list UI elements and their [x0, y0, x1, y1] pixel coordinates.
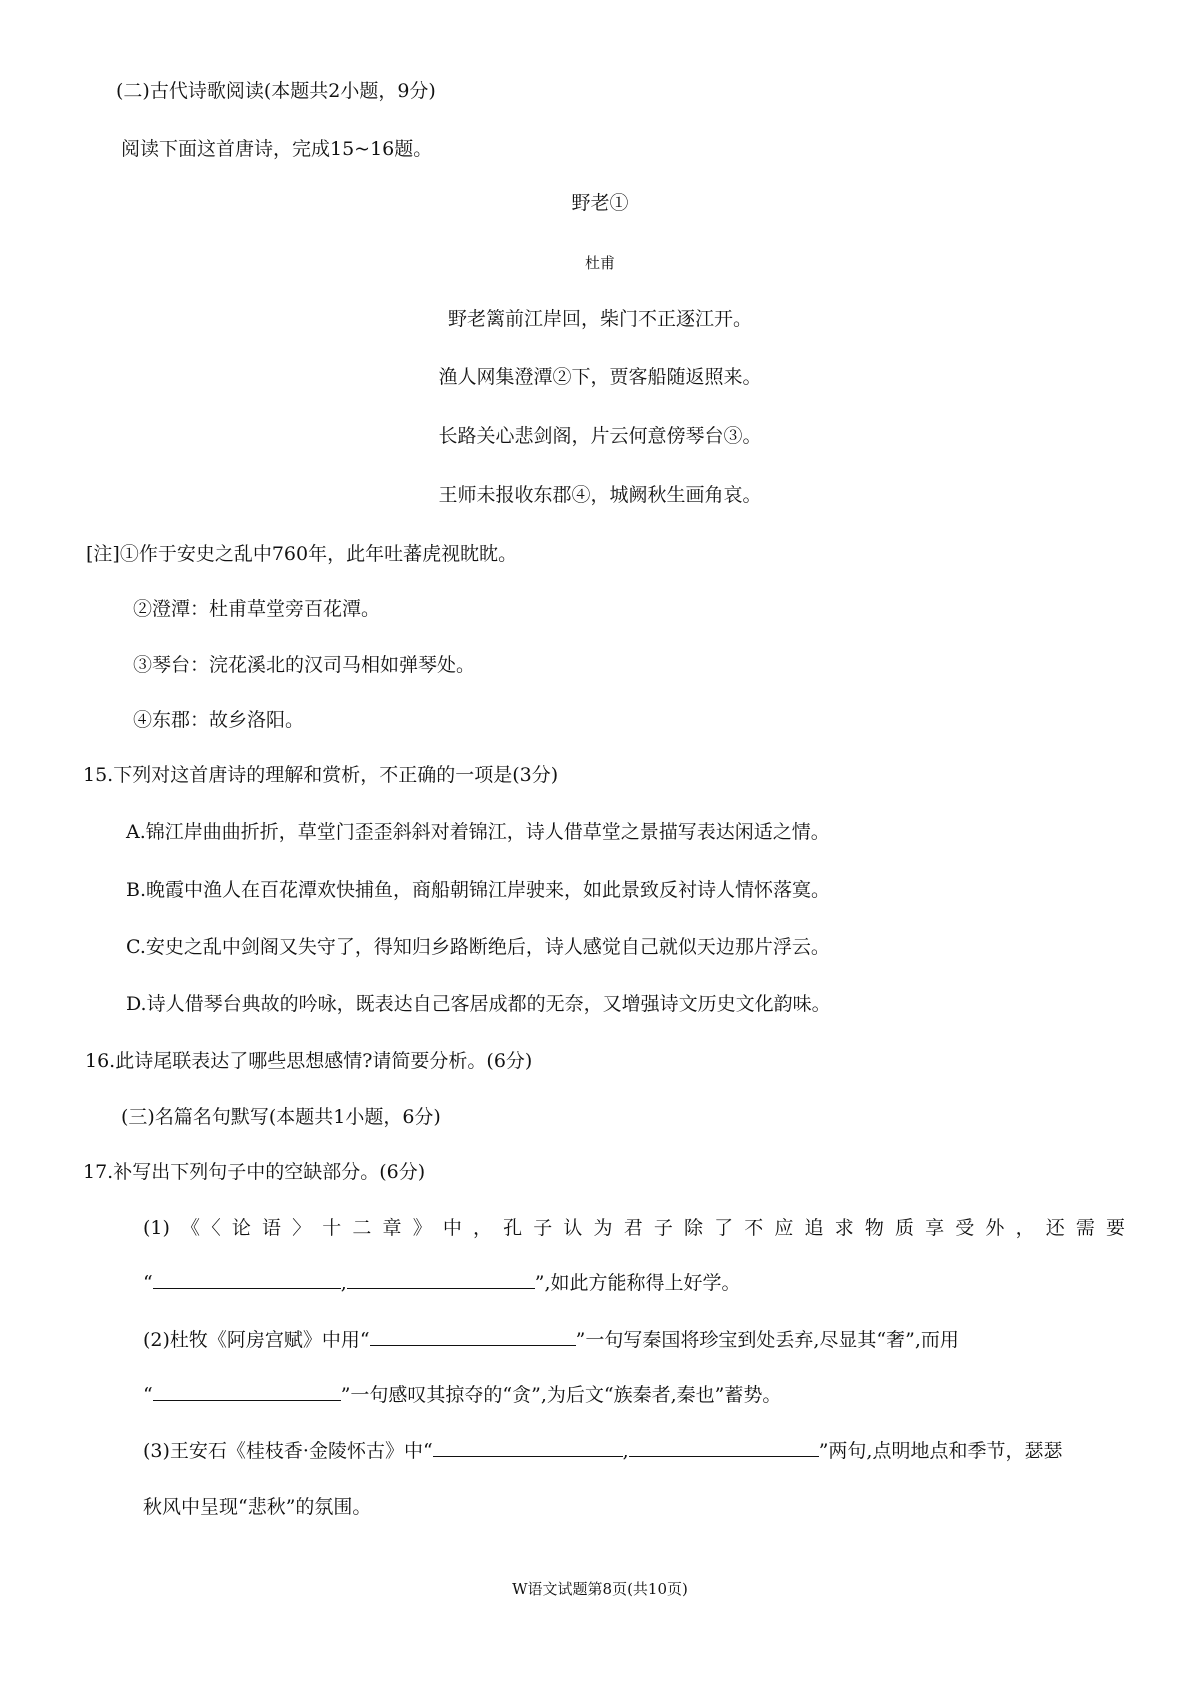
answer-blank-6[interactable]: [629, 1438, 819, 1457]
question-15-option-b: B.晚霞中渔人在百花潭欢快捕鱼，商船朝锦江岸驶来，如此景致反衬诗人情怀落寞。: [126, 879, 831, 901]
question-15-option-d: D.诗人借琴台典故的吟咏，既表达自己客居成都的无奈，又增强诗文历史文化韵味。: [126, 993, 831, 1015]
comma: ,: [340, 1272, 347, 1294]
question-15-stem: 15.下列对这首唐诗的理解和赏析，不正确的一项是(3分): [83, 764, 559, 786]
reading-instruction: 阅读下面这首唐诗，完成15~16题。: [121, 138, 433, 160]
poem-author: 杜甫: [584, 254, 615, 272]
item-3-start: (3)王安石《桂枝香·金陵怀古》中“: [143, 1440, 433, 1462]
question-15-option-a: A.锦江岸曲曲折折，草堂门歪歪斜斜对着锦江，诗人借草堂之景描写表达闲适之情。: [126, 821, 830, 843]
question-16-stem: 16.此诗尾联表达了哪些思想感情?请简要分析。(6分): [85, 1050, 533, 1072]
question-17-stem: 17.补写出下列句子中的空缺部分。(6分): [83, 1161, 426, 1183]
item-1-ending: ”,如此方能称得上好学。: [534, 1272, 741, 1294]
section-2-heading: (二)古代诗歌阅读(本题共2小题，9分): [116, 80, 436, 102]
poem-title: 野老①: [571, 192, 629, 214]
note-1: [注]①作于安史之乱中760年，此年吐蕃虎视眈眈。: [86, 543, 518, 565]
note-4: ④东郡：故乡洛阳。: [133, 709, 305, 731]
answer-blank-3[interactable]: [370, 1327, 576, 1346]
item-2-middle: ”一句写秦国将珍宝到处丢弃,尽显其“奢”,而用: [575, 1329, 959, 1351]
section-3-heading: (三)名篇名句默写(本题共1小题，6分): [121, 1106, 441, 1128]
answer-blank-5[interactable]: [433, 1438, 623, 1457]
note-2: ②澄潭：杜甫草堂旁百花潭。: [133, 598, 381, 620]
question-17-item-3-line-1: [143, 1438, 1062, 1464]
poem-line-1: 野老篱前江岸回，柴门不正逐江开。: [447, 308, 752, 330]
question-17-item-2-line-1: [143, 1327, 959, 1353]
page-footer: W语文试题第8页(共10页): [512, 1580, 688, 1598]
poem-line-2: 渔人网集澄潭②下，贾客船随返照来。: [438, 366, 762, 388]
question-17-item-2-line-2: [143, 1382, 781, 1408]
answer-blank-4[interactable]: [153, 1382, 341, 1401]
item-2-ending: ”一句感叹其掠夺的“贪”,为后文“族秦者,秦也”蓄势。: [340, 1384, 782, 1406]
question-17-item-3-line-2: 秋风中呈现“悲秋”的氛围。: [143, 1496, 372, 1518]
question-17-item-1-line-1: (1)《〈论语〉十二章》中，孔子认为君子除了不应追求物质享受外，还需要: [143, 1217, 1125, 1239]
question-15-option-c: C.安史之乱中剑阁又失守了，得知归乡路断绝后，诗人感觉自己就似天边那片浮云。: [126, 936, 830, 958]
poem-line-4: 王师未报收东郡④，城阙秋生画角哀。: [438, 484, 762, 506]
open-quote: “: [143, 1272, 153, 1294]
comma: ,: [622, 1440, 629, 1462]
item-3-ending: ”两句,点明地点和季节，瑟瑟: [818, 1440, 1063, 1462]
question-17-item-1-line-2: [143, 1270, 741, 1296]
open-quote: “: [143, 1384, 153, 1406]
poem-line-3: 长路关心悲剑阁，片云何意傍琴台③。: [438, 425, 762, 447]
item-2-start: (2)杜牧《阿房宫赋》中用“: [143, 1329, 370, 1351]
note-3: ③琴台：浣花溪北的汉司马相如弹琴处。: [133, 654, 476, 676]
answer-blank-2[interactable]: [347, 1270, 535, 1289]
answer-blank-1[interactable]: [153, 1270, 341, 1289]
